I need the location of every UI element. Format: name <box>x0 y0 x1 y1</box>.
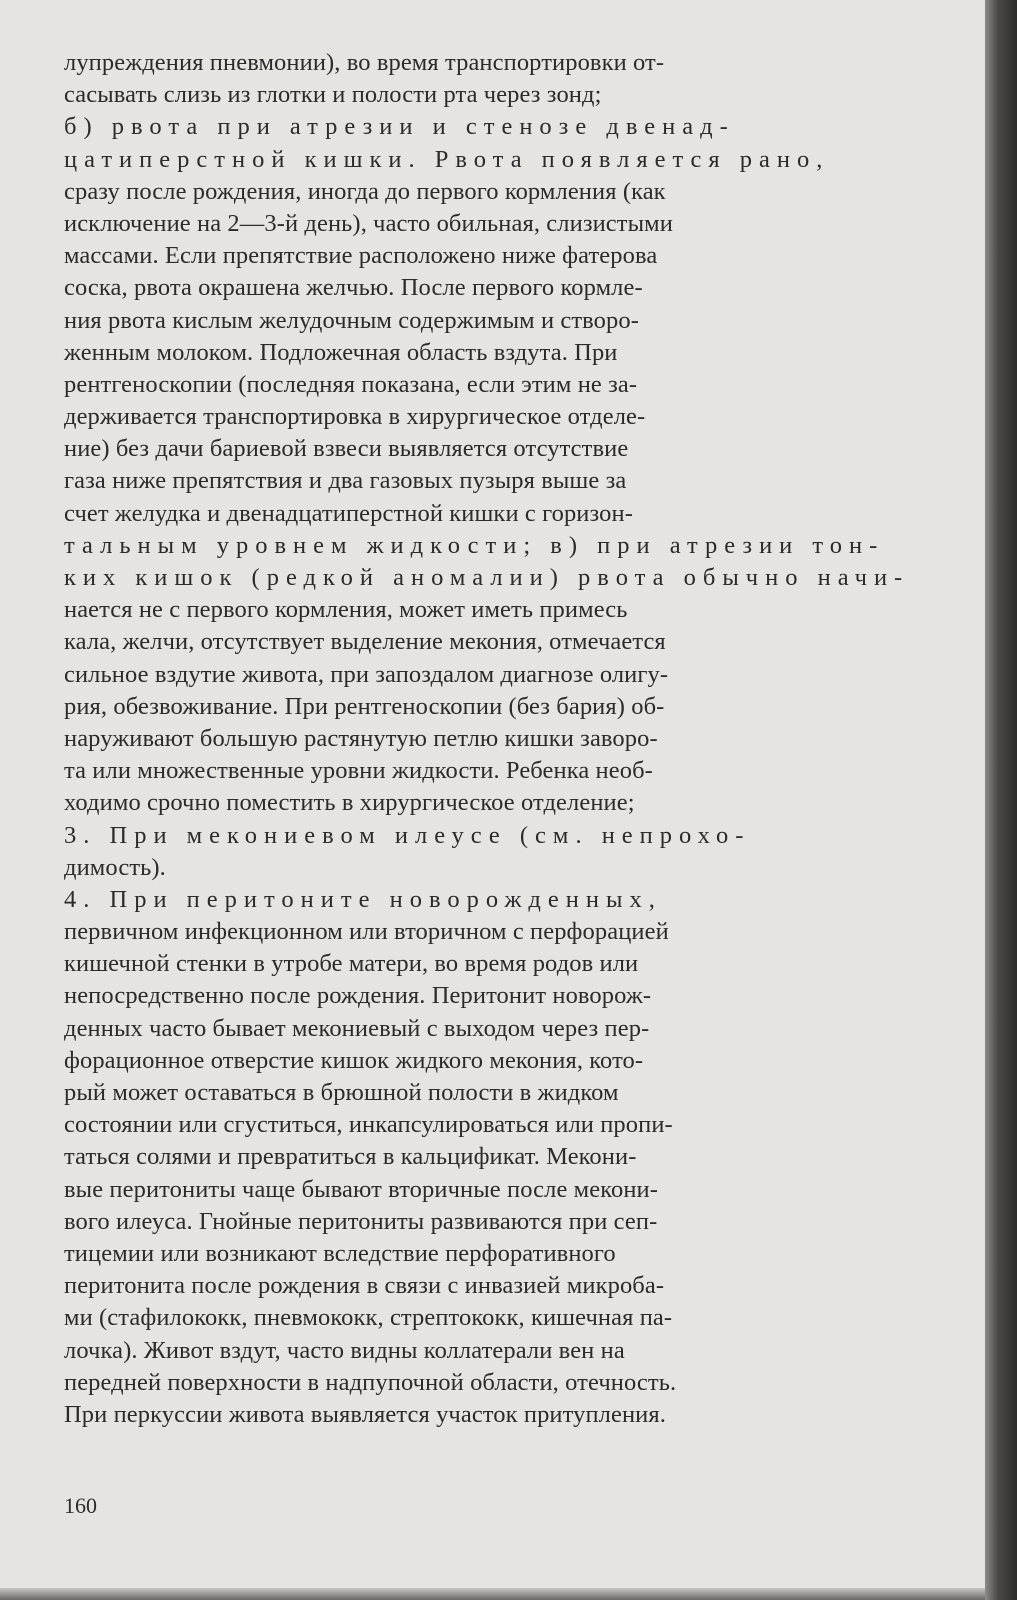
text-line: 3. При мекониевом илеусе (см. непрохо- <box>64 821 751 849</box>
text-line: При перкуссии живота выявляется участок притупления. <box>64 1400 666 1428</box>
text-line: наруживают большую растянутую петлю кишки заворо- <box>64 724 658 752</box>
text-line: кишечной стенки в утробе матери, во время родов или <box>64 950 639 978</box>
text-line: рия, обезвоживание. При рентгеноскопии (без бария) об- <box>64 692 665 720</box>
text-line: массами. Если препятствие расположено ниже фатерова <box>64 242 658 270</box>
text-line: счет желудка и двенадцатиперстной кишки с горизон- <box>64 499 633 527</box>
text-line: тицемии или возникают вследствие перфоративного <box>64 1239 616 1267</box>
text-line: б) рвота при атрезии и стенозе двенад- <box>64 113 735 141</box>
text-line: ходимо срочно поместить в хирургическое отделение; <box>64 789 635 817</box>
text-line: рый может оставаться в брюшной полости в жидком <box>64 1079 619 1106</box>
text-line: лупреждения пневмонии), во время транспортировки от- <box>64 49 665 76</box>
text-line: таться солями и превратиться в кальцификат. Мекони- <box>64 1143 637 1171</box>
text-line: сильное вздутие живота, при запоздалом диагнозе олигу- <box>64 660 669 688</box>
text-line: форационное отверстие кишок жидкого мекония, кото- <box>64 1046 644 1074</box>
text-line: ния рвота кислым желудочным содержимым и створо- <box>64 306 639 334</box>
text-line: вого илеуса. Гнойные перитониты развиваются при сеп- <box>64 1207 658 1235</box>
text-line: цатиперстной кишки. Рвота появляется рано, <box>64 145 830 173</box>
text-line: перитонита после рождения в связи с инвазией микроба- <box>64 1272 665 1300</box>
page-text <box>64 47 940 1431</box>
text-line: тальным уровнем жидкости; в) при атрезии тон- <box>64 531 885 559</box>
text-line: первичном инфекционном или вторичном с перфорацией <box>64 918 669 946</box>
text-line: та или множественные уровни жидкости. Ребенка необ- <box>64 757 653 785</box>
text-line: непосредственно после рождения. Перитонит новорож- <box>64 982 652 1010</box>
page-bottom-shadow <box>0 1588 985 1600</box>
text-line: состоянии или сгуститься, инкапсулироваться или пропи- <box>64 1111 673 1139</box>
text-line: вые перитониты чаще бывают вторичные после мекони- <box>64 1175 659 1203</box>
book-binding-edge <box>985 0 1017 1600</box>
text-line: кала, желчи, отсутствует выделение мекония, отмечается <box>64 628 666 656</box>
text-line: исключение на 2—3-й день), часто обильная, слизистыми <box>64 209 673 237</box>
text-line: лочка). Живот вздут, часто видны коллатерали вен на <box>64 1336 625 1364</box>
text-line: 4. При перитоните новорожденных, <box>64 885 662 913</box>
text-line: ние) без дачи бариевой взвеси выявляется отсутствие <box>64 435 629 463</box>
text-line: ких кишок (редкой аномалии) рвота обычно начи- <box>64 564 910 591</box>
text-line: газа ниже препятствия и два газовых пузыря выше за <box>64 467 627 495</box>
text-line: димость). <box>64 853 166 881</box>
text-line: ми (стафилококк, пневмококк, стрептококк, кишечная па- <box>64 1304 673 1332</box>
page-number: 160 <box>64 1493 97 1518</box>
text-line: держивается транспортировка в хирургическое отделе- <box>64 403 646 431</box>
text-line: нается не с первого кормления, может иметь примесь <box>64 596 628 624</box>
text-line: передней поверхности в надпупочной области, отечность. <box>64 1368 677 1396</box>
text-line: сасывать слизь из глотки и полости рта через зонд; <box>64 81 602 109</box>
text-line: рентгеноскопии (последняя показана, если этим не за- <box>64 370 638 398</box>
text-line: женным молоком. Подложечная область вздута. При <box>64 338 618 366</box>
text-line: сразу после рождения, иногда до первого кормления (как <box>64 177 666 205</box>
text-line: соска, рвота окрашена желчью. После первого кормле- <box>64 274 643 302</box>
text-line: денных часто бывает мекониевый с выходом через пер- <box>64 1014 650 1042</box>
